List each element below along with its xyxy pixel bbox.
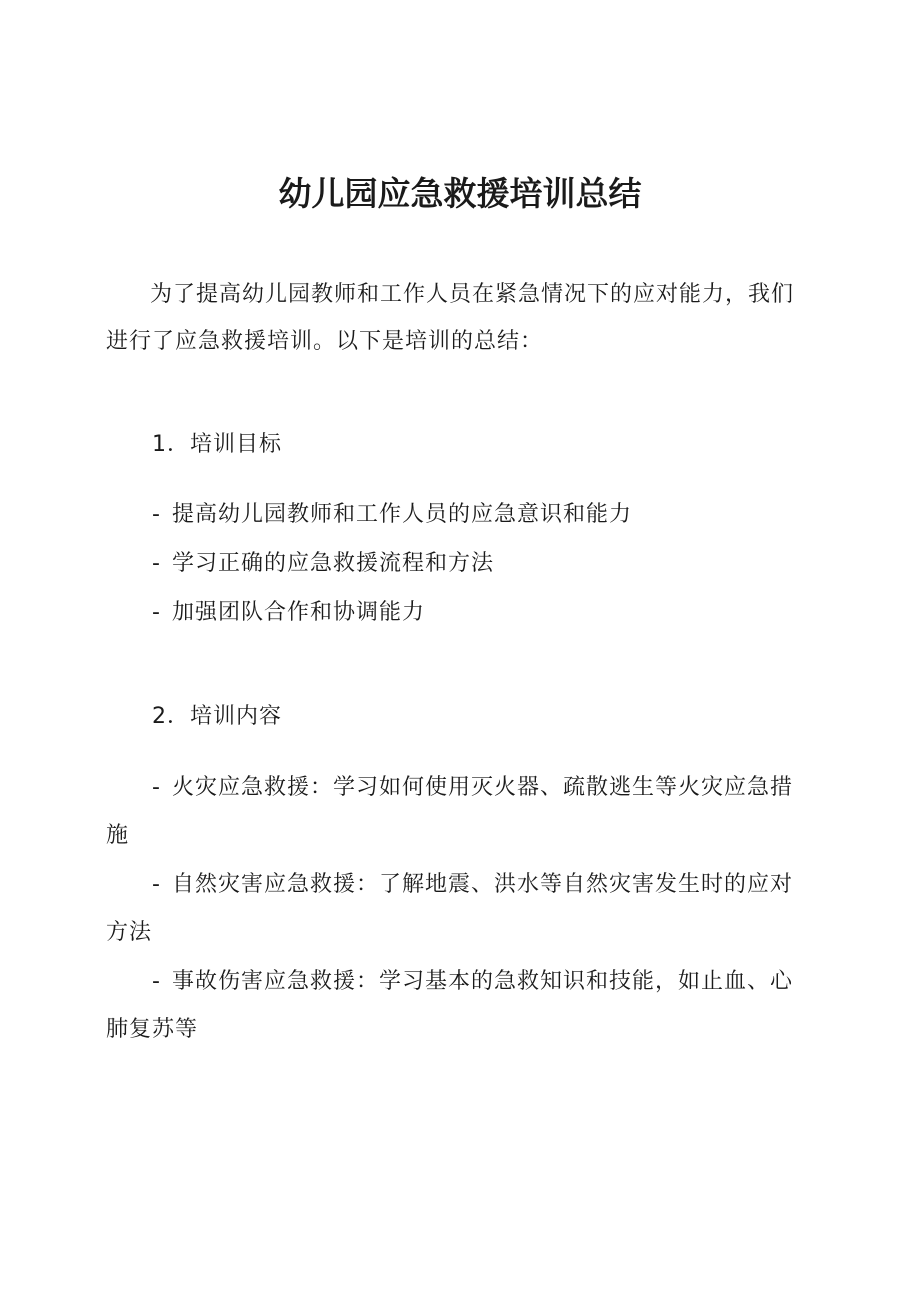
section-1-item-2-text: 学习正确的应急救援流程和方法 bbox=[172, 551, 495, 576]
document-title: 幼儿园应急救援培训总结 bbox=[278, 174, 642, 213]
section-2-item-1 bbox=[152, 773, 793, 803]
dash-mark: - bbox=[152, 969, 161, 994]
section-2-item-3-line-1: 事故伤害应急救援：学习基本的急救知识和技能，如止血、心 bbox=[172, 969, 794, 994]
section-1-item-3 bbox=[152, 598, 425, 628]
dash-mark: - bbox=[152, 775, 161, 800]
dash-mark: - bbox=[152, 502, 161, 527]
section-2-item-3-line-2: 肺复苏等 bbox=[106, 1017, 199, 1042]
section-1-item-1 bbox=[152, 500, 632, 530]
section-2-heading: 2．培训内容 bbox=[152, 704, 282, 729]
section-2-item-1-line-2: 施 bbox=[106, 823, 130, 848]
dash-mark: - bbox=[152, 872, 161, 897]
section-2-item-3 bbox=[152, 967, 793, 997]
section-2-item-1-line-1: 火灾应急救援：学习如何使用灭火器、疏散逃生等火灾应急措 bbox=[172, 775, 794, 800]
dash-mark: - bbox=[152, 600, 161, 625]
section-1-heading: 1．培训目标 bbox=[152, 432, 282, 457]
section-1-item-1-text: 提高幼儿园教师和工作人员的应急意识和能力 bbox=[172, 502, 633, 527]
section-2-item-2 bbox=[152, 870, 793, 900]
section-1-item-2 bbox=[152, 549, 494, 579]
section-2-item-2-line-1: 自然灾害应急救援：了解地震、洪水等自然灾害发生时的应对 bbox=[172, 872, 794, 897]
dash-mark: - bbox=[152, 551, 161, 576]
section-2-item-2-line-2: 方法 bbox=[106, 920, 153, 945]
section-1-item-3-text: 加强团队合作和协调能力 bbox=[172, 600, 426, 625]
intro-line-1: 为了提高幼儿园教师和工作人员在紧急情况下的应对能力，我们 bbox=[150, 282, 795, 307]
intro-line-2: 进行了应急救援培训。以下是培训的总结： bbox=[106, 329, 544, 354]
